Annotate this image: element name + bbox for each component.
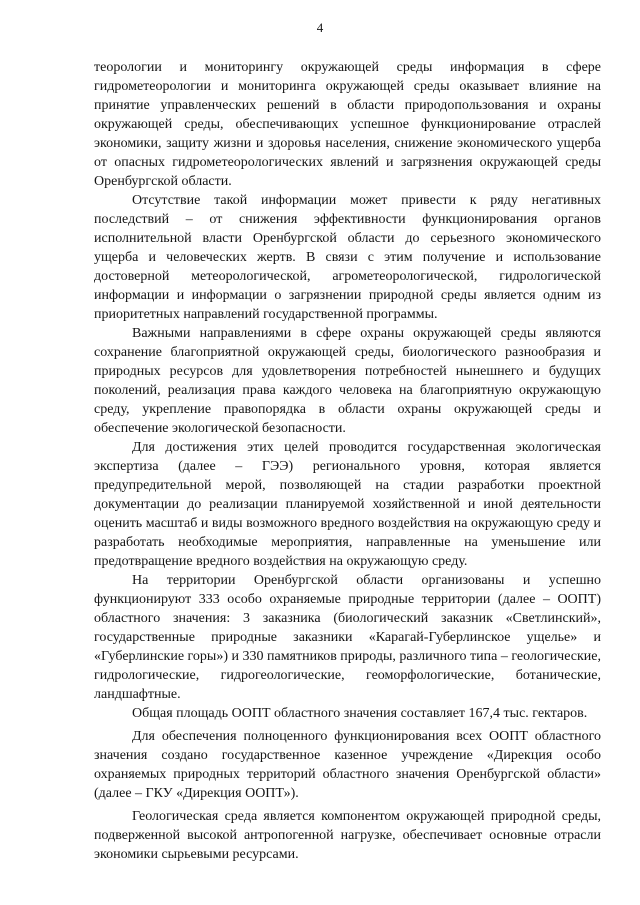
- paragraph-ecological-expertise: Для достижения этих целей проводится государственная экологическая экспертиза (далее – ГЭЭ) регионального уровня, которая является предупредительной мерой, позволяющей на стадии разработки проектной документации до реализации планируемой хозяйственной и иной деятельности оценить масштаб и виды возможного вредного воздействия на окружающую среду и разработать необходимые мероприятия, направленные на уменьшение или предотвращение вредного воздействия на окружающую среду.: [94, 440, 601, 569]
- paragraph-continuation: теорологии и мониторингу окружающей среды информация в сфере гидрометеорологии и мониторинга окружающей среды оказывает влияние на принятие управленческих решений в области природопользования и охраны окружающей среды, обеспечивающих успешное функционирование отраслей экономики, защиту жизни и здоровья населения, снижение экономического ущерба от опасных гидрометеорологических явлений и загрязнения окружающей среды Оренбургской области.: [94, 60, 601, 189]
- paragraph-protected-areas: На территории Оренбургской области организованы и успешно функционируют 333 особо охраняемые природные территории (далее – ООПТ) областного значения: 3 заказника (биологический заказник «Светлинский», государственные природные заказники «Карагай-Губерлинское ущелье» и «Губерлинские горы») и 330 памятников природы, различного типа – геологические, гидрологические, гидрогеологические, геоморфологические, ботанические, ландшафтные.: [94, 573, 602, 702]
- paragraph-environment-protection: Важными направлениями в сфере охраны окружающей среды являются сохранение благоприятной окружающей среды, биологического разнообразия и природных ресурсов для удовлетворения потребностей нынешнего и будущих поколений, реализация права каждого человека на благоприятную окружающую среду, укрепление правопорядка в области охраны окружающей среды и обеспечение экологической безопасности.: [94, 326, 601, 436]
- body-text: [94, 58, 601, 864]
- paragraph-information-absence: Отсутствие такой информации может привести к ряду негативных последствий – от снижения эффективности функционирования органов исполнительной власти Оренбургской области до серьезного экономического ущерба и человеческих жертв. В связи с этим получение и использование достоверной метеорологической, агрометеорологической, гидрологической информации и информации о загрязнении природной среды является одним из приоритетных направлений государственной программы.: [94, 193, 601, 322]
- paragraph-total-area: Общая площадь ООПТ областного значения составляет 167,4 тыс. гектаров.: [132, 706, 588, 721]
- paragraph-directorate: Для обеспечения полноценного функционирования всех ООПТ областного значения создано государственное казенное учреждение «Дирекция особо охраняемых природных территорий областного значения Оренбургской области» (далее – ГКУ «Дирекция ООПТ»).: [94, 729, 601, 801]
- paragraph-geological-environment: Геологическая среда является компонентом окружающей природной среды, подверженной высокой антропогенной нагрузке, обеспечивает основные отрасли экономики сырьевыми ресурсами.: [94, 809, 601, 862]
- page-number: 4: [316, 20, 324, 35]
